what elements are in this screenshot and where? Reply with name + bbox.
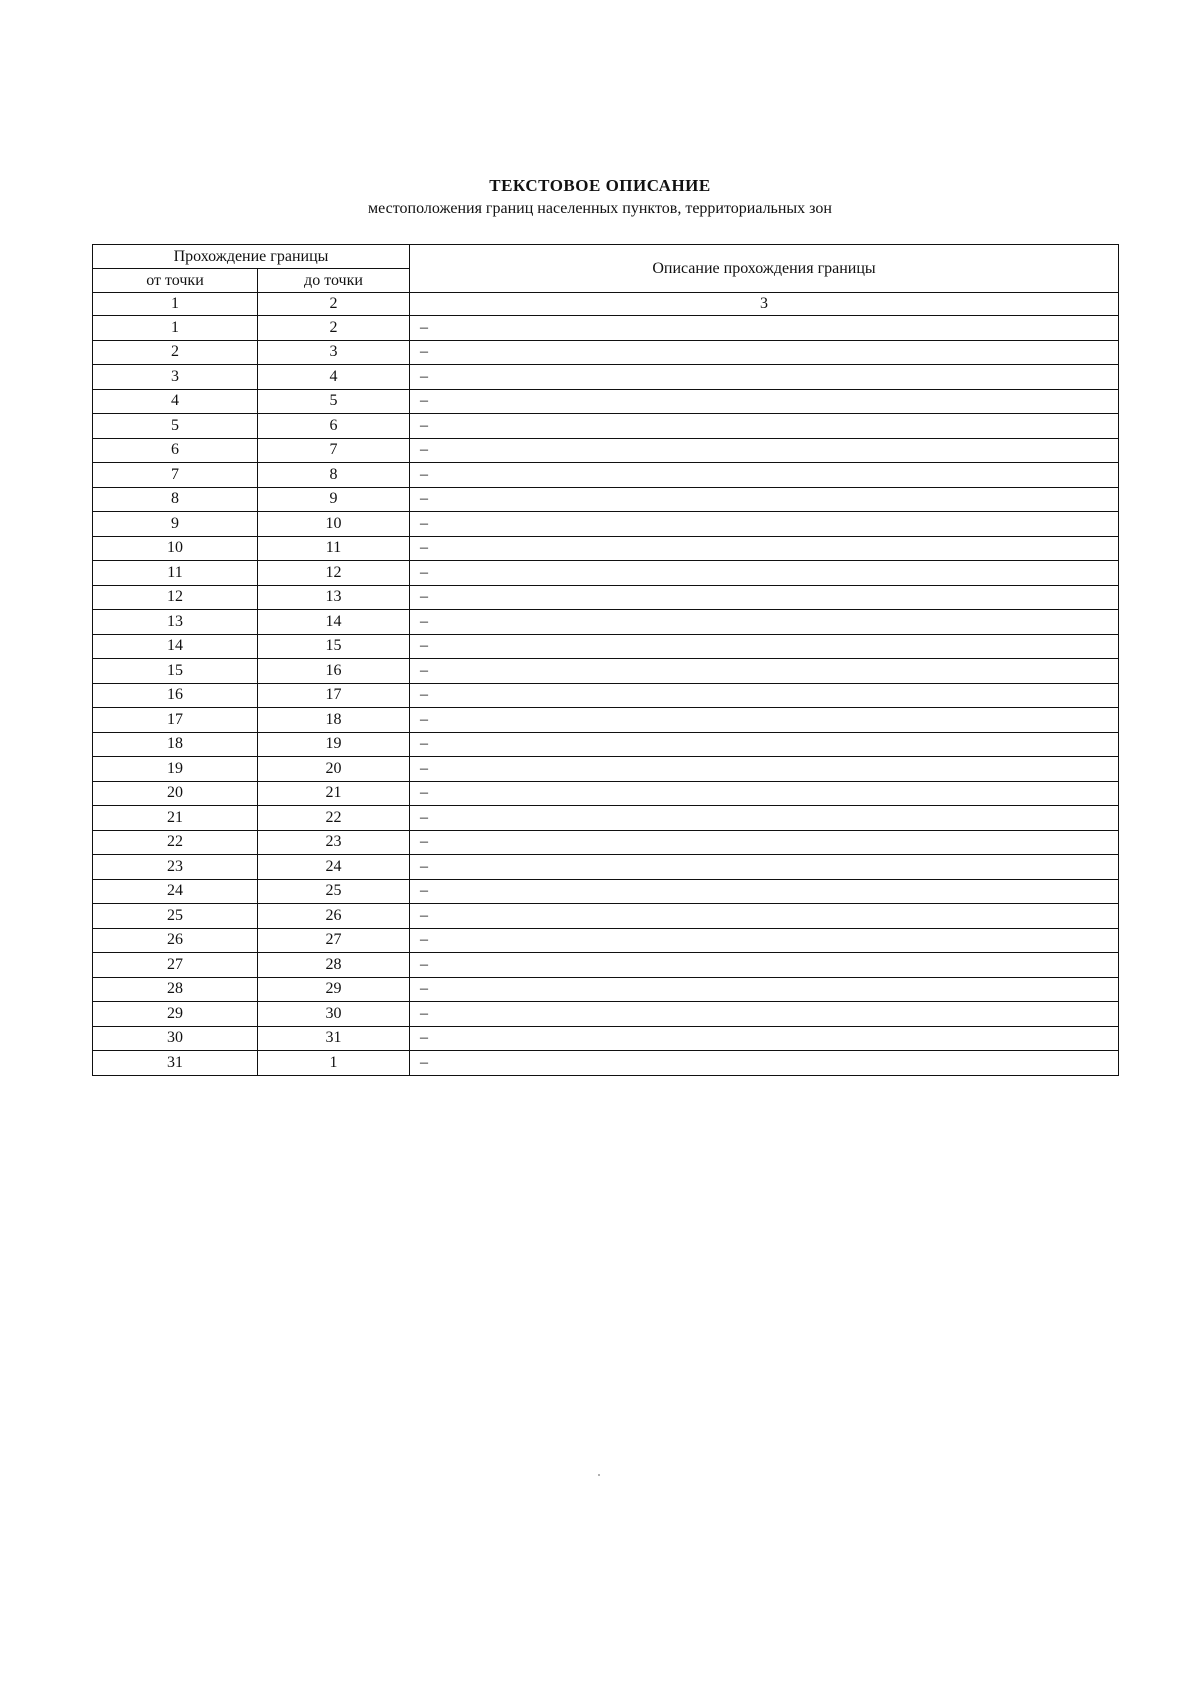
from-point-cell: 27 bbox=[93, 953, 258, 978]
table-row bbox=[93, 365, 1119, 390]
table-row bbox=[93, 414, 1119, 439]
description-cell: – bbox=[410, 781, 1119, 806]
from-point-cell: 26 bbox=[93, 928, 258, 953]
from-point-cell: 19 bbox=[93, 757, 258, 782]
from-point-cell: 3 bbox=[93, 365, 258, 390]
description-cell: – bbox=[410, 389, 1119, 414]
table-row bbox=[93, 585, 1119, 610]
column-number: 1 bbox=[93, 293, 258, 316]
description-cell: – bbox=[410, 855, 1119, 880]
to-point-cell: 15 bbox=[258, 634, 410, 659]
from-point-cell: 5 bbox=[93, 414, 258, 439]
from-point-cell: 30 bbox=[93, 1026, 258, 1051]
description-cell: – bbox=[410, 1002, 1119, 1027]
to-point-cell: 22 bbox=[258, 806, 410, 831]
from-point-cell: 18 bbox=[93, 732, 258, 757]
to-point-cell: 13 bbox=[258, 585, 410, 610]
from-point-cell: 24 bbox=[93, 879, 258, 904]
to-point-cell: 24 bbox=[258, 855, 410, 880]
table-row bbox=[93, 438, 1119, 463]
table-row bbox=[93, 732, 1119, 757]
table-row bbox=[93, 536, 1119, 561]
to-point-cell: 11 bbox=[258, 536, 410, 561]
column-number: 2 bbox=[258, 293, 410, 316]
description-cell: – bbox=[410, 732, 1119, 757]
from-point-cell: 15 bbox=[93, 659, 258, 684]
table-row bbox=[93, 659, 1119, 684]
to-point-cell: 17 bbox=[258, 683, 410, 708]
description-cell: – bbox=[410, 365, 1119, 390]
table-row bbox=[93, 953, 1119, 978]
table-row bbox=[93, 977, 1119, 1002]
to-point-cell: 18 bbox=[258, 708, 410, 733]
description-cell: – bbox=[410, 757, 1119, 782]
to-point-cell: 14 bbox=[258, 610, 410, 635]
description-cell: – bbox=[410, 340, 1119, 365]
to-point-cell: 12 bbox=[258, 561, 410, 586]
table-row bbox=[93, 340, 1119, 365]
table-row bbox=[93, 855, 1119, 880]
description-cell: – bbox=[410, 561, 1119, 586]
to-point-cell: 20 bbox=[258, 757, 410, 782]
from-point-cell: 16 bbox=[93, 683, 258, 708]
to-point-cell: 25 bbox=[258, 879, 410, 904]
to-point-cell: 21 bbox=[258, 781, 410, 806]
description-cell: – bbox=[410, 806, 1119, 831]
table-row bbox=[93, 316, 1119, 341]
to-point-cell: 4 bbox=[258, 365, 410, 390]
table-row bbox=[93, 487, 1119, 512]
description-cell: – bbox=[410, 830, 1119, 855]
description-cell: – bbox=[410, 977, 1119, 1002]
table-row bbox=[93, 1026, 1119, 1051]
to-point-cell: 29 bbox=[258, 977, 410, 1002]
to-point-cell: 7 bbox=[258, 438, 410, 463]
description-cell: – bbox=[410, 536, 1119, 561]
from-point-cell: 22 bbox=[93, 830, 258, 855]
table-row bbox=[93, 463, 1119, 488]
description-cell: – bbox=[410, 316, 1119, 341]
description-cell: – bbox=[410, 1026, 1119, 1051]
to-point-cell: 8 bbox=[258, 463, 410, 488]
from-point-cell: 31 bbox=[93, 1051, 258, 1076]
description-cell: – bbox=[410, 585, 1119, 610]
from-point-cell: 28 bbox=[93, 977, 258, 1002]
from-point-cell: 20 bbox=[93, 781, 258, 806]
table-row bbox=[93, 830, 1119, 855]
table-row bbox=[93, 806, 1119, 831]
to-point-cell: 16 bbox=[258, 659, 410, 684]
from-point-cell: 12 bbox=[93, 585, 258, 610]
to-point-cell: 26 bbox=[258, 904, 410, 929]
from-point-cell: 10 bbox=[93, 536, 258, 561]
table-row bbox=[93, 683, 1119, 708]
to-point-cell: 30 bbox=[258, 1002, 410, 1027]
description-cell: – bbox=[410, 928, 1119, 953]
description-cell: – bbox=[410, 463, 1119, 488]
description-cell: – bbox=[410, 708, 1119, 733]
from-point-cell: 29 bbox=[93, 1002, 258, 1027]
table-row bbox=[93, 879, 1119, 904]
from-point-cell: 2 bbox=[93, 340, 258, 365]
document-title: ТЕКСТОВОЕ ОПИСАНИЕ bbox=[489, 176, 711, 195]
column-number: 3 bbox=[410, 293, 1119, 316]
table-row bbox=[93, 928, 1119, 953]
from-point-cell: 17 bbox=[93, 708, 258, 733]
from-point-cell: 6 bbox=[93, 438, 258, 463]
document-subtitle: местоположения границ населенных пунктов, территориальных зон bbox=[368, 200, 832, 217]
from-point-cell: 23 bbox=[93, 855, 258, 880]
description-cell: – bbox=[410, 1051, 1119, 1076]
table-row bbox=[93, 610, 1119, 635]
description-cell: – bbox=[410, 659, 1119, 684]
from-point-cell: 9 bbox=[93, 512, 258, 537]
to-point-cell: 9 bbox=[258, 487, 410, 512]
table-row bbox=[93, 757, 1119, 782]
table-row bbox=[93, 512, 1119, 537]
to-point-cell: 19 bbox=[258, 732, 410, 757]
description-cell: – bbox=[410, 683, 1119, 708]
scan-speck bbox=[598, 1474, 600, 1476]
description-cell: – bbox=[410, 414, 1119, 439]
column-number-row bbox=[93, 293, 1119, 316]
description-cell: – bbox=[410, 487, 1119, 512]
to-point-cell: 6 bbox=[258, 414, 410, 439]
description-cell: – bbox=[410, 879, 1119, 904]
table-row bbox=[93, 561, 1119, 586]
group-header: Прохождение границы bbox=[93, 245, 410, 269]
table-row bbox=[93, 904, 1119, 929]
to-point-header: до точки bbox=[258, 269, 410, 293]
description-cell: – bbox=[410, 904, 1119, 929]
description-cell: – bbox=[410, 953, 1119, 978]
boundary-table bbox=[92, 244, 1119, 1076]
from-point-cell: 11 bbox=[93, 561, 258, 586]
to-point-cell: 2 bbox=[258, 316, 410, 341]
to-point-cell: 10 bbox=[258, 512, 410, 537]
description-cell: – bbox=[410, 610, 1119, 635]
to-point-cell: 27 bbox=[258, 928, 410, 953]
description-cell: – bbox=[410, 438, 1119, 463]
table-row bbox=[93, 634, 1119, 659]
to-point-cell: 5 bbox=[258, 389, 410, 414]
table-row bbox=[93, 781, 1119, 806]
to-point-cell: 23 bbox=[258, 830, 410, 855]
to-point-cell: 28 bbox=[258, 953, 410, 978]
table-row bbox=[93, 708, 1119, 733]
description-cell: – bbox=[410, 512, 1119, 537]
description-cell: – bbox=[410, 634, 1119, 659]
description-header: Описание прохождения границы bbox=[410, 245, 1119, 293]
to-point-cell: 1 bbox=[258, 1051, 410, 1076]
from-point-cell: 13 bbox=[93, 610, 258, 635]
table-body bbox=[93, 316, 1119, 1076]
from-point-cell: 7 bbox=[93, 463, 258, 488]
from-point-cell: 4 bbox=[93, 389, 258, 414]
from-point-cell: 21 bbox=[93, 806, 258, 831]
table-row bbox=[93, 1051, 1119, 1076]
from-point-cell: 8 bbox=[93, 487, 258, 512]
from-point-cell: 25 bbox=[93, 904, 258, 929]
to-point-cell: 3 bbox=[258, 340, 410, 365]
table-row bbox=[93, 389, 1119, 414]
table-row bbox=[93, 1002, 1119, 1027]
to-point-cell: 31 bbox=[258, 1026, 410, 1051]
from-point-cell: 1 bbox=[93, 316, 258, 341]
from-point-cell: 14 bbox=[93, 634, 258, 659]
from-point-header: от точки bbox=[93, 269, 258, 293]
